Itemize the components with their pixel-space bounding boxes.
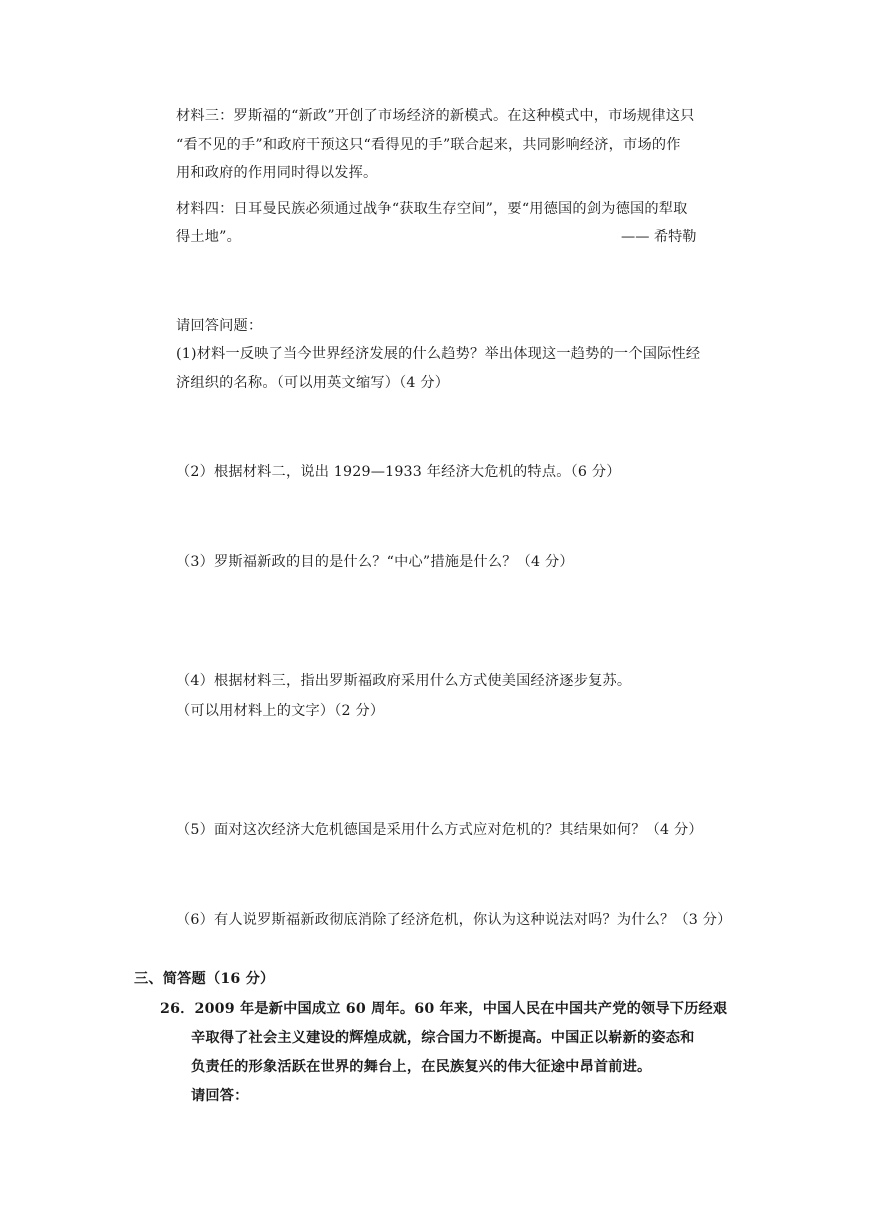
question-4-line-1: （4）根据材料三，指出罗斯福政府采用什么方式使美国经济逐步复苏。 (176, 673, 632, 689)
question-3: （3）罗斯福新政的目的是什么？“中心”措施是什么？（4 分） (176, 554, 574, 570)
question-5: （5）面对这次经济大危机德国是采用什么方式应对危机的？其结果如何？（4 分） (176, 822, 703, 838)
question-1-line-2: 济组织的名称。（可以用英文缩写）（4 分） (176, 375, 450, 391)
question-4-line-2: （可以用材料上的文字）（2 分） (176, 703, 385, 719)
section-3-heading: 三、简答题（16 分） (134, 971, 275, 987)
question-6: （6）有人说罗斯福新政彻底消除了经济危机，你认为这种说法对吗？为什么？（3 分） (176, 912, 732, 928)
material-4-line-1: 材料四：日耳曼民族必须通过战争“获取生存空间”，要“用德国的剑为德国的犁取 (176, 201, 688, 217)
material-3-line-1: 材料三：罗斯福的“新政”开创了市场经济的新模式。在这种模式中，市场规律这只 (176, 108, 695, 124)
material-3-line-2: “看不见的手”和政府干预这只“看得见的手”联合起来，共同影响经济，市场的作 (176, 137, 681, 153)
question-26-prompt: 请回答： (191, 1088, 249, 1104)
question-26-line-3: 负责任的形象活跃在世界的舞台上，在民族复兴的伟大征途中昂首前进。 (191, 1059, 652, 1075)
question-1-line-1: (1)材料一反映了当今世界经济发展的什么趋势？举出体现这一趋势的一个国际性经 (176, 346, 701, 362)
question-2: （2）根据材料二，说出 1929—1933 年经济大危机的特点。（6 分） (176, 464, 621, 480)
material-4-source: —— 希特勒 (621, 229, 697, 245)
question-26-line-2: 辛取得了社会主义建设的辉煌成就，综合国力不断提高。中国正以崭新的姿态和 (191, 1030, 695, 1046)
question-26-line-1: 26．2009 年是新中国成立 60 周年。60 年来，中国人民在中国共产党的领导下历经艰 (160, 1001, 728, 1017)
material-3-line-3: 用和政府的作用同时得以发挥。 (176, 165, 378, 181)
questions-prompt: 请回答问题： (176, 318, 263, 334)
material-4-line-2: 得土地”。 (176, 229, 242, 245)
